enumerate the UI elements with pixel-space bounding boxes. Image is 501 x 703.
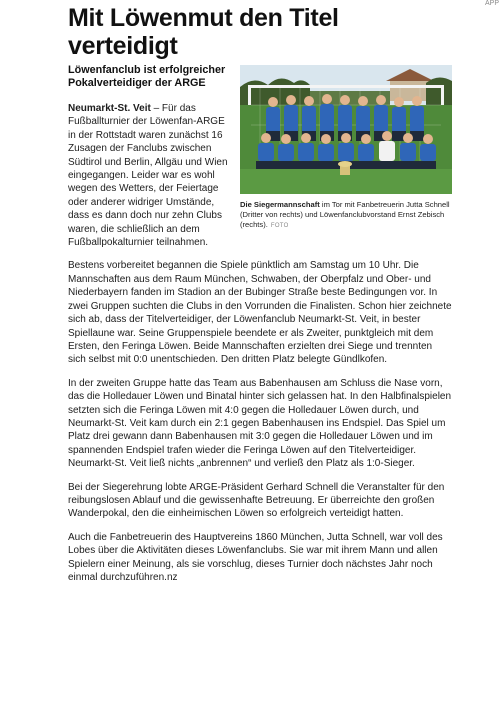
photo-block: [240, 65, 452, 231]
subheadline: Löwenfanclub ist erfolgreicher Pokalverteidiger der ARGE: [68, 64, 226, 89]
headline: Mit Löwenmut den Titel verteidigt: [68, 4, 339, 60]
caption-lead: Die Siegermannschaft: [240, 200, 320, 209]
article-body: [68, 64, 452, 584]
paragraph-3: In der zweiten Gruppe hatte das Team aus Babenhausen am Schluss die Nase vorn, das die Holledauer Löwen und Binatal hinter sich gelassen hat. In den Halbfinalspielen setzten sich die Feringa Löwen mit 4:0 gegen die Holledauer Löwen durch, und Neumarkt-St. Veit kam durch ein 2:1 gegen Babenhausen ins Endspiel. Das Spiel um Platz drei gewann dann Babenhausen mit 3:0 gegen die Holledauer Löwen und im spannenden Endspiel trafen wieder die Feringa Löwen auf den Titelverteidiger. Neumarkt-St. Veit ließ nichts „anbrennen“ und verließ den Platz als 1:0-Sieger.: [68, 377, 452, 470]
dateline: Neumarkt-St. Veit: [68, 103, 151, 114]
author-signature: nz: [166, 572, 178, 583]
paragraph-2: Bestens vorbereitet begannen die Spiele pünktlich am Samstag um 10 Uhr. Die Mannschaften aus dem Raum München, Schwaben, der Oberpfalz und Ober- und Niederbayern fanden im Stadion an der Bubinger Straße beste Bedingungen vor. In zwei Gruppen suchten die Clubs in den Vorrunden die Finalisten. Schon hier zeichnete sich ab, dass der Titelverteidiger, der Löwenfanclub Neumarkt-St. Veit, in bester Spiellaune war. Seine Gruppenspiele beendete er als Zweiter, punktgleich mit dem Ersten, den Feringa Löwen. Beide Mannschaften erzielten drei Siege und trennten sich selbst mit 0:0 unentschieden. Den dritten Platz belegte Gündlkofen.: [68, 260, 452, 366]
team-photo[interactable]: [240, 65, 452, 194]
caption-text: im Tor mit Fanbetreuerin Jutta Schnell (Dritter von rechts) und Löwenfanclubvorstand Ernst Zebisch (rechts).: [240, 200, 450, 229]
paragraph-text: Auch die Fanbetreuerin des Hauptvereins 1860 München, Jutta Schnell, war voll des Lobes über die Aktivitäten dieses Löwenfanclubs. Sie war mit ihrem Mann und allen Spielern einer Meinung, als sie vorschlug, dieses Turnier doch nächstes Jahr noch einmal durchzuführen.: [68, 531, 443, 583]
article: [68, 4, 452, 594]
photo-credit: FOTO: [270, 223, 289, 229]
paragraph-5: [68, 531, 452, 585]
photo-caption: [240, 200, 452, 231]
corner-label: APP: [484, 0, 499, 7]
paragraph-text: – Für das Fußballturnier der Löwenfan-ARGE in der Rottstadt waren zunächst 16 Zusagen der Fanclubs zwischen Südtirol und Berlin, Allgäu und Wien eingegangen. Leider war es wohl wegen des Wetters, der Feiertage oder anderer widriger Umstände, dass es dann doch nur zehn Clubs waren, die schließlich an dem Fußballpokalturnier teilnahmen.: [68, 103, 228, 249]
paragraph-4: Bei der Siegerehrung lobte ARGE-Präsident Gerhard Schnell die Veranstalter für den reibungslosen Ablauf und die gewissenhafte Betreuung. Er überreichte den großen Wanderpokal, den die einheimischen Löwen so erfolgreich verteidigt hatten.: [68, 481, 445, 520]
